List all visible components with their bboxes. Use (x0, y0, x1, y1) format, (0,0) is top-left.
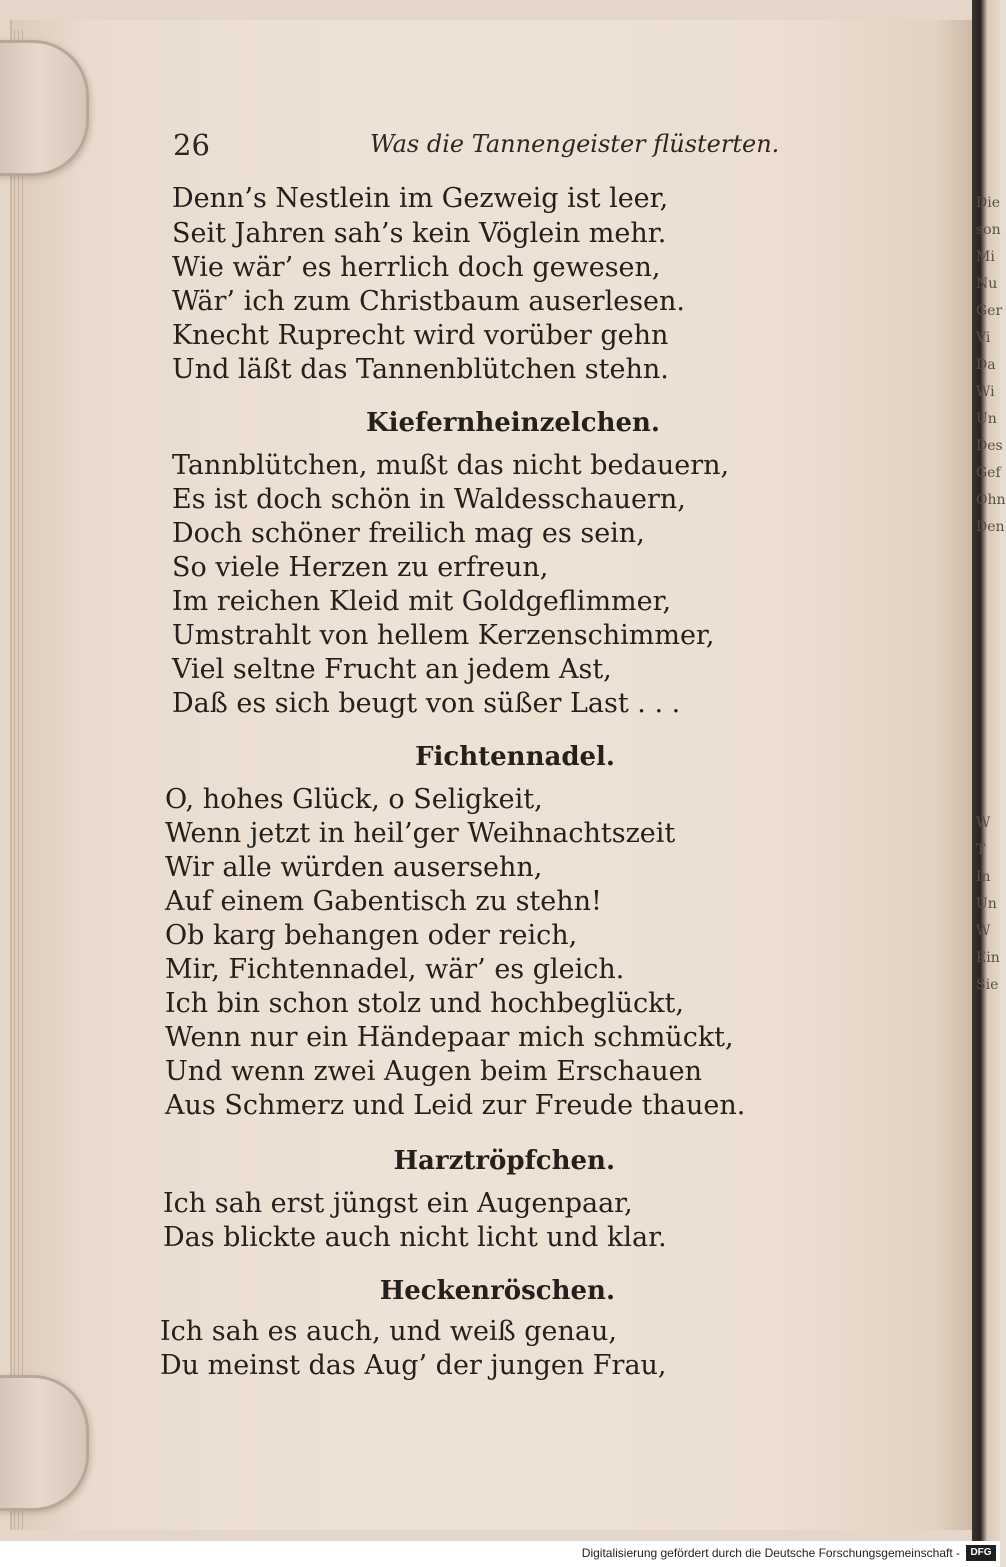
verse-line: Und wenn zwei Augen beim Erschauen (165, 1056, 703, 1087)
adjacent-page-text-upper (976, 190, 1006, 541)
page-edge (22, 30, 23, 1530)
adjacent-page-fragment: Des (976, 438, 1003, 454)
verse-line: Aus Schmerz und Leid zur Freude thauen. (165, 1090, 746, 1121)
speaker-name: Heckenröschen. (379, 1276, 615, 1306)
adjacent-page-fragment: T (976, 842, 986, 858)
page-edge (14, 30, 15, 1530)
adjacent-page-fragment: Ein (976, 950, 1000, 966)
verse-line: Denn’s Nestlein im Gezweig ist leer, (172, 183, 669, 214)
verse-line: Wenn nur ein Händepaar mich schmückt, (165, 1022, 734, 1053)
verse-line: Wär’ ich zum Christbaum auserlesen. (172, 286, 685, 317)
verse-line: So viele Herzen zu erfreun, (172, 552, 549, 583)
adjacent-page-fragment: Wi (976, 384, 995, 400)
footer-credit: Digitalisierung gefördert durch die Deutsche Forschungsgemeinschaft - (581, 1546, 960, 1560)
dfg-logo: DFG (966, 1545, 996, 1561)
verse-line: Du meinst das Aug’ der jungen Frau, (160, 1350, 667, 1381)
verse-line: Viel seltne Frucht an jedem Ast, (172, 654, 612, 685)
verse-line: Tannblütchen, mußt das nicht bedauern, (172, 450, 730, 481)
verse-line: Mir, Fichtennadel, wär’ es gleich. (165, 954, 625, 985)
verse-line: Wenn jetzt in heil’ger Weihnachtszeit (165, 818, 676, 849)
verse-line: O, hohes Glück, o Seligkeit, (165, 784, 543, 815)
verse-line: Und läßt das Tannenblütchen stehn. (172, 354, 669, 385)
adjacent-page-fragment: Ohn (976, 492, 1006, 508)
adjacent-page-fragment: Mi (976, 249, 995, 265)
binding-clip-bottom (0, 1375, 89, 1511)
verse-line: Knecht Ruprecht wird vorüber gehn (172, 320, 669, 351)
page-number: 26 (173, 128, 210, 162)
adjacent-page-fragment: Den (976, 519, 1005, 535)
adjacent-page-fragment: Un (976, 411, 997, 427)
verse-line: Ob karg behangen oder reich, (165, 920, 578, 951)
digitization-footer (0, 1541, 1000, 1567)
speaker-name: Harztröpfchen. (393, 1146, 615, 1176)
adjacent-page-text-lower (976, 810, 1000, 999)
adjacent-page-fragment: Ger (976, 303, 1003, 319)
adjacent-page-fragment: In (976, 869, 991, 885)
adjacent-page-fragment: Da (976, 357, 996, 373)
adjacent-page-fragment: W (976, 923, 991, 939)
verse-line: Das blickte auch nicht licht und klar. (163, 1222, 667, 1253)
speaker-name: Fichtennadel. (415, 742, 615, 772)
verse-line: Es ist doch schön in Waldesschauern, (172, 484, 686, 515)
verse-line: Auf einem Gabentisch zu stehn! (165, 886, 602, 917)
adjacent-page-fragment: Un (976, 896, 997, 912)
verse-line: Doch schöner freilich mag es sein, (172, 518, 645, 549)
verse-line: Wie wär’ es herrlich doch gewesen, (172, 252, 661, 283)
verse-line: Seit Jahren sah’s kein Vöglein mehr. (172, 218, 667, 249)
verse-line: Ich sah es auch, und weiß genau, (160, 1316, 617, 1347)
verse-line: Ich bin schon stolz und hochbeglückt, (165, 988, 684, 1019)
adjacent-page-fragment: Nu (976, 276, 998, 292)
page-edge (18, 30, 19, 1530)
verse-line: Daß es sich beugt von süßer Last . . . (172, 688, 681, 719)
adjacent-page-fragment: Sie (976, 977, 999, 993)
verse-line: Im reichen Kleid mit Goldgeflimmer, (172, 586, 672, 617)
binding-clip-top (0, 40, 89, 176)
verse-line: Umstrahlt von hellem Kerzenschimmer, (172, 620, 715, 651)
verse-line: Ich sah erst jüngst ein Augenpaar, (163, 1188, 633, 1219)
adjacent-page-fragment: Gef (976, 465, 1001, 481)
adjacent-page-fragment: son (976, 222, 1001, 238)
speaker-name: Kiefernheinzelchen. (366, 408, 660, 438)
adjacent-page-fragment: W (976, 815, 991, 831)
verse-line: Wir alle würden ausersehn, (165, 852, 543, 883)
adjacent-page-fragment: Die (976, 195, 1000, 211)
running-head: Was die Tannengeister flüsterten. (370, 130, 780, 158)
adjacent-page-fragment: Vi (976, 330, 991, 346)
